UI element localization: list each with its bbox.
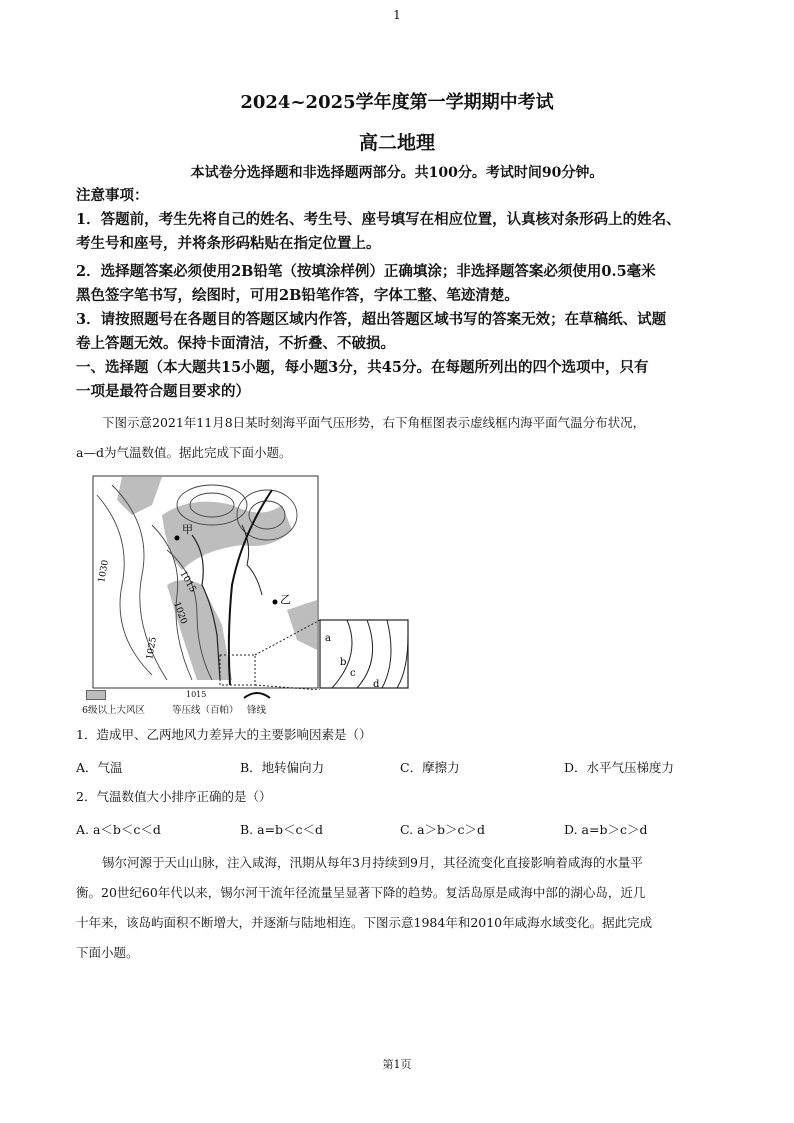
pressure-map xyxy=(92,475,412,690)
passage-1-line-2: a—d为气温数值。据此完成下面小题。 xyxy=(76,445,292,460)
page-footer: 第1页 xyxy=(382,1058,412,1071)
exam-intro: 本试卷分选择题和非选择题两部分。共100分。考试时间90分钟。 xyxy=(190,165,604,181)
legend-isobar-value: 1015 xyxy=(186,690,207,699)
isobar-label-1020: 1020 xyxy=(171,600,189,626)
inset-label-a: a xyxy=(325,633,331,644)
q1-option-b: B．地转偏向力 xyxy=(240,760,325,775)
page-number-top: 1 xyxy=(393,8,401,22)
notice-item-2-line-1: 2．选择题答案必须使用2B铅笔（按填涂样例）正确填涂；非选择题答案必须使用0.5毫米 xyxy=(76,263,656,280)
section-1-line-1: 一、选择题（本大题共15小题，每小题3分，共45分。在每题所列出的四个选项中，只有 xyxy=(76,359,649,376)
legend-front-label: 锋线 xyxy=(247,705,267,716)
isobar-label-1030: 1030 xyxy=(97,559,111,584)
isobar-label-1025: 1025 xyxy=(145,636,159,661)
passage-2-line-2: 衡。20世纪60年代以来，锡尔河干流年径流量呈显著下降的趋势。复活岛原是咸海中部的湖心岛，近几 xyxy=(76,885,646,900)
exam-subject: 高二地理 xyxy=(358,132,435,154)
q2-option-a: A. a＜b＜c＜d xyxy=(76,822,161,837)
legend-isobar-label: 等压线（百帕） xyxy=(172,705,239,716)
passage-1-line-1: 下图示意2021年11月8日某时刻海平面气压形势，右下角框图表示虚线框内海平面气温分布状况， xyxy=(102,415,646,430)
inset-label-b: b xyxy=(340,657,347,668)
notice-item-1-line-1: 1．答题前，考生先将自己的姓名、考生号、座号填写在相应位置，认真核对条形码上的姓名、 xyxy=(76,211,681,228)
q2-stem: 2．气温数值大小排序正确的是（） xyxy=(76,789,272,804)
notice-item-3-line-2: 卷上答题无效。保持卡面清洁，不折叠、不破损。 xyxy=(76,335,395,352)
passage-2-line-3: 十年来，该岛屿面积不断增大，并逐渐与陆地相连。下图示意1984年和2010年咸海水域变化。据此完成 xyxy=(76,915,653,930)
passage-2-line-1: 锡尔河源于天山山脉，注入咸海，汛期从每年3月持续到9月，其径流变化直接影响着咸海的水量平 xyxy=(102,855,643,870)
q2-option-c: C. a＞b＞c＞d xyxy=(400,822,486,837)
notice-item-2-line-2: 黑色签字笔书写，绘图时，可用2B铅笔作答，字体工整、笔迹清楚。 xyxy=(76,287,519,304)
point-yi xyxy=(273,600,278,605)
q2-option-b: B. a=b＜c＜d xyxy=(240,822,324,837)
exam-title: 2024~2025学年度第一学期期中考试 xyxy=(240,92,554,113)
notice-item-3-line-1: 3．请按照题号在各题目的答题区域内作答，超出答题区域书写的答案无效；在草稿纸、试题 xyxy=(76,311,667,328)
isobar-label-1015: 1015 xyxy=(177,569,198,595)
temperature-inset xyxy=(320,620,408,690)
legend-front-symbol xyxy=(242,690,272,700)
notice-heading: 注意事项： xyxy=(76,187,149,204)
q1-option-a: A．气温 xyxy=(76,760,123,775)
inset-label-c: c xyxy=(350,668,356,679)
q1-stem: 1．造成甲、乙两地风力差异大的主要影响因素是（） xyxy=(76,727,372,742)
q2-option-d: D. a=b＞c＞d xyxy=(564,822,648,837)
q1-option-d: D．水平气压梯度力 xyxy=(564,760,675,775)
label-yi: 乙 xyxy=(280,593,291,606)
section-1-line-2: 一项是最符合题目要求的） xyxy=(76,383,250,400)
legend-wind-label: 6级以上大风区 xyxy=(82,705,146,716)
passage-2-line-4: 下面小题。 xyxy=(76,945,139,960)
inset-label-d: d xyxy=(373,679,380,690)
legend-wind-swatch xyxy=(86,690,106,700)
q1-option-c: C．摩擦力 xyxy=(400,760,460,775)
label-jia: 甲 xyxy=(182,523,193,536)
notice-item-1-line-2: 考生号和座号，并将条形码粘贴在指定位置上。 xyxy=(76,235,381,252)
point-jia xyxy=(175,536,180,541)
